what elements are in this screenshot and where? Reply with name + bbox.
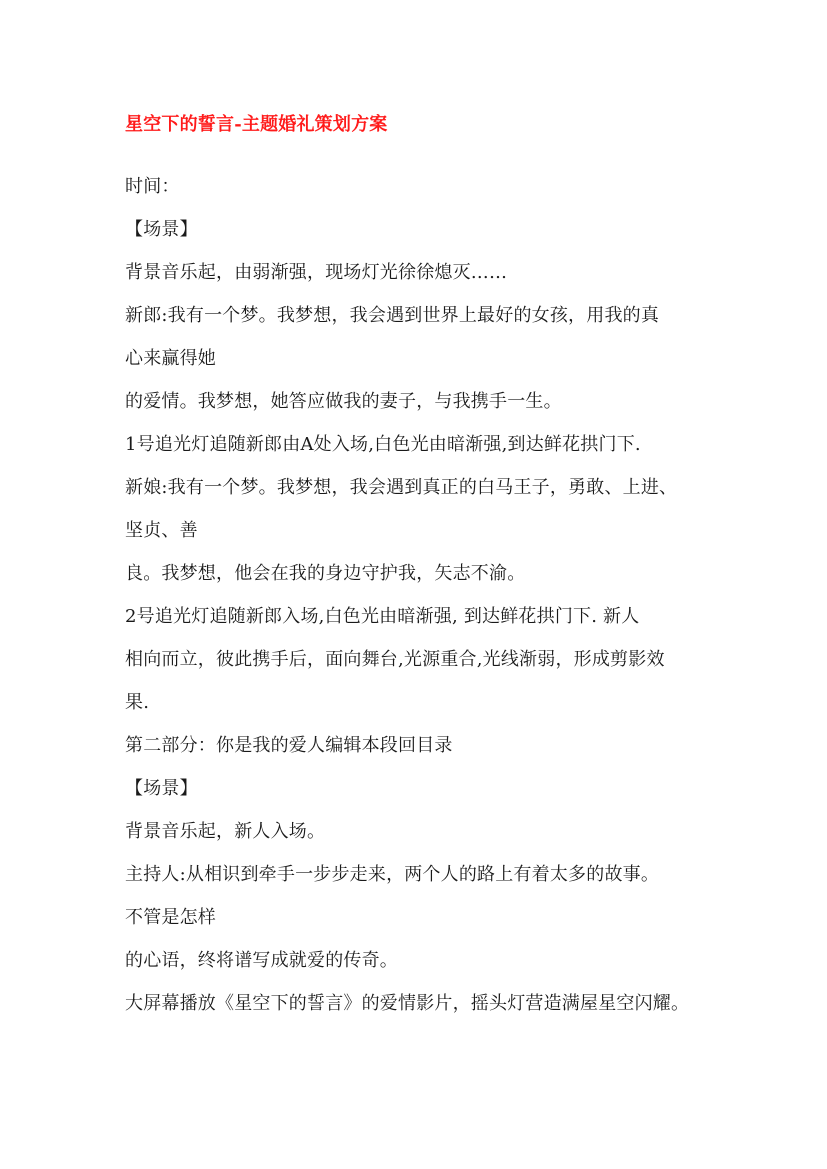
text-line: 新郎:我有一个梦。我梦想，我会遇到世界上最好的女孩，用我的真 bbox=[125, 305, 660, 326]
text-line: 良。我梦想，他会在我的身边守护我，矢志不渝。 bbox=[125, 563, 526, 584]
text-line: 相向而立，彼此携手后，面向舞台,光源重合,光线渐弱，形成剪影效 bbox=[125, 649, 665, 670]
text-line: 的爱情。我梦想，她答应做我的妻子，与我携手一生。 bbox=[125, 391, 562, 412]
document-title: 星空下的誓言-主题婚礼策划方案 bbox=[125, 114, 388, 135]
text-line: 新娘:我有一个梦。我梦想，我会遇到真正的白马王子，勇敢、上进、 bbox=[125, 477, 678, 498]
text-line: 1号追光灯追随新郎由A处入场,白色光由暗渐强,到达鲜花拱门下. bbox=[125, 434, 641, 455]
text-line: 果. bbox=[125, 692, 150, 713]
text-line: 第二部分：你是我的爱人编辑本段回目录 bbox=[125, 735, 453, 756]
text-line: 背景音乐起，由弱渐强，现场灯光徐徐熄灭…… bbox=[125, 262, 508, 283]
text-line: 不管是怎样 bbox=[125, 907, 216, 928]
text-line: 坚贞、善 bbox=[125, 520, 198, 541]
text-line: 的心语，终将谱写成就爱的传奇。 bbox=[125, 950, 398, 971]
text-line: 2号追光灯追随新郎入场,白色光由暗渐强, 到达鲜花拱门下. 新人 bbox=[125, 606, 640, 627]
text-line: 时间： bbox=[125, 176, 180, 197]
text-line: 【场景】 bbox=[125, 778, 198, 799]
text-line: 背景音乐起，新人入场。 bbox=[125, 821, 326, 842]
text-line: 【场景】 bbox=[125, 219, 198, 240]
text-line: 大屏幕播放《星空下的誓言》的爱情影片，摇头灯营造满屋星空闪耀。 bbox=[125, 993, 690, 1014]
text-line: 心来赢得她 bbox=[125, 348, 216, 369]
text-line: 主持人:从相识到牵手一步步走来，两个人的路上有着太多的故事。 bbox=[125, 864, 660, 885]
